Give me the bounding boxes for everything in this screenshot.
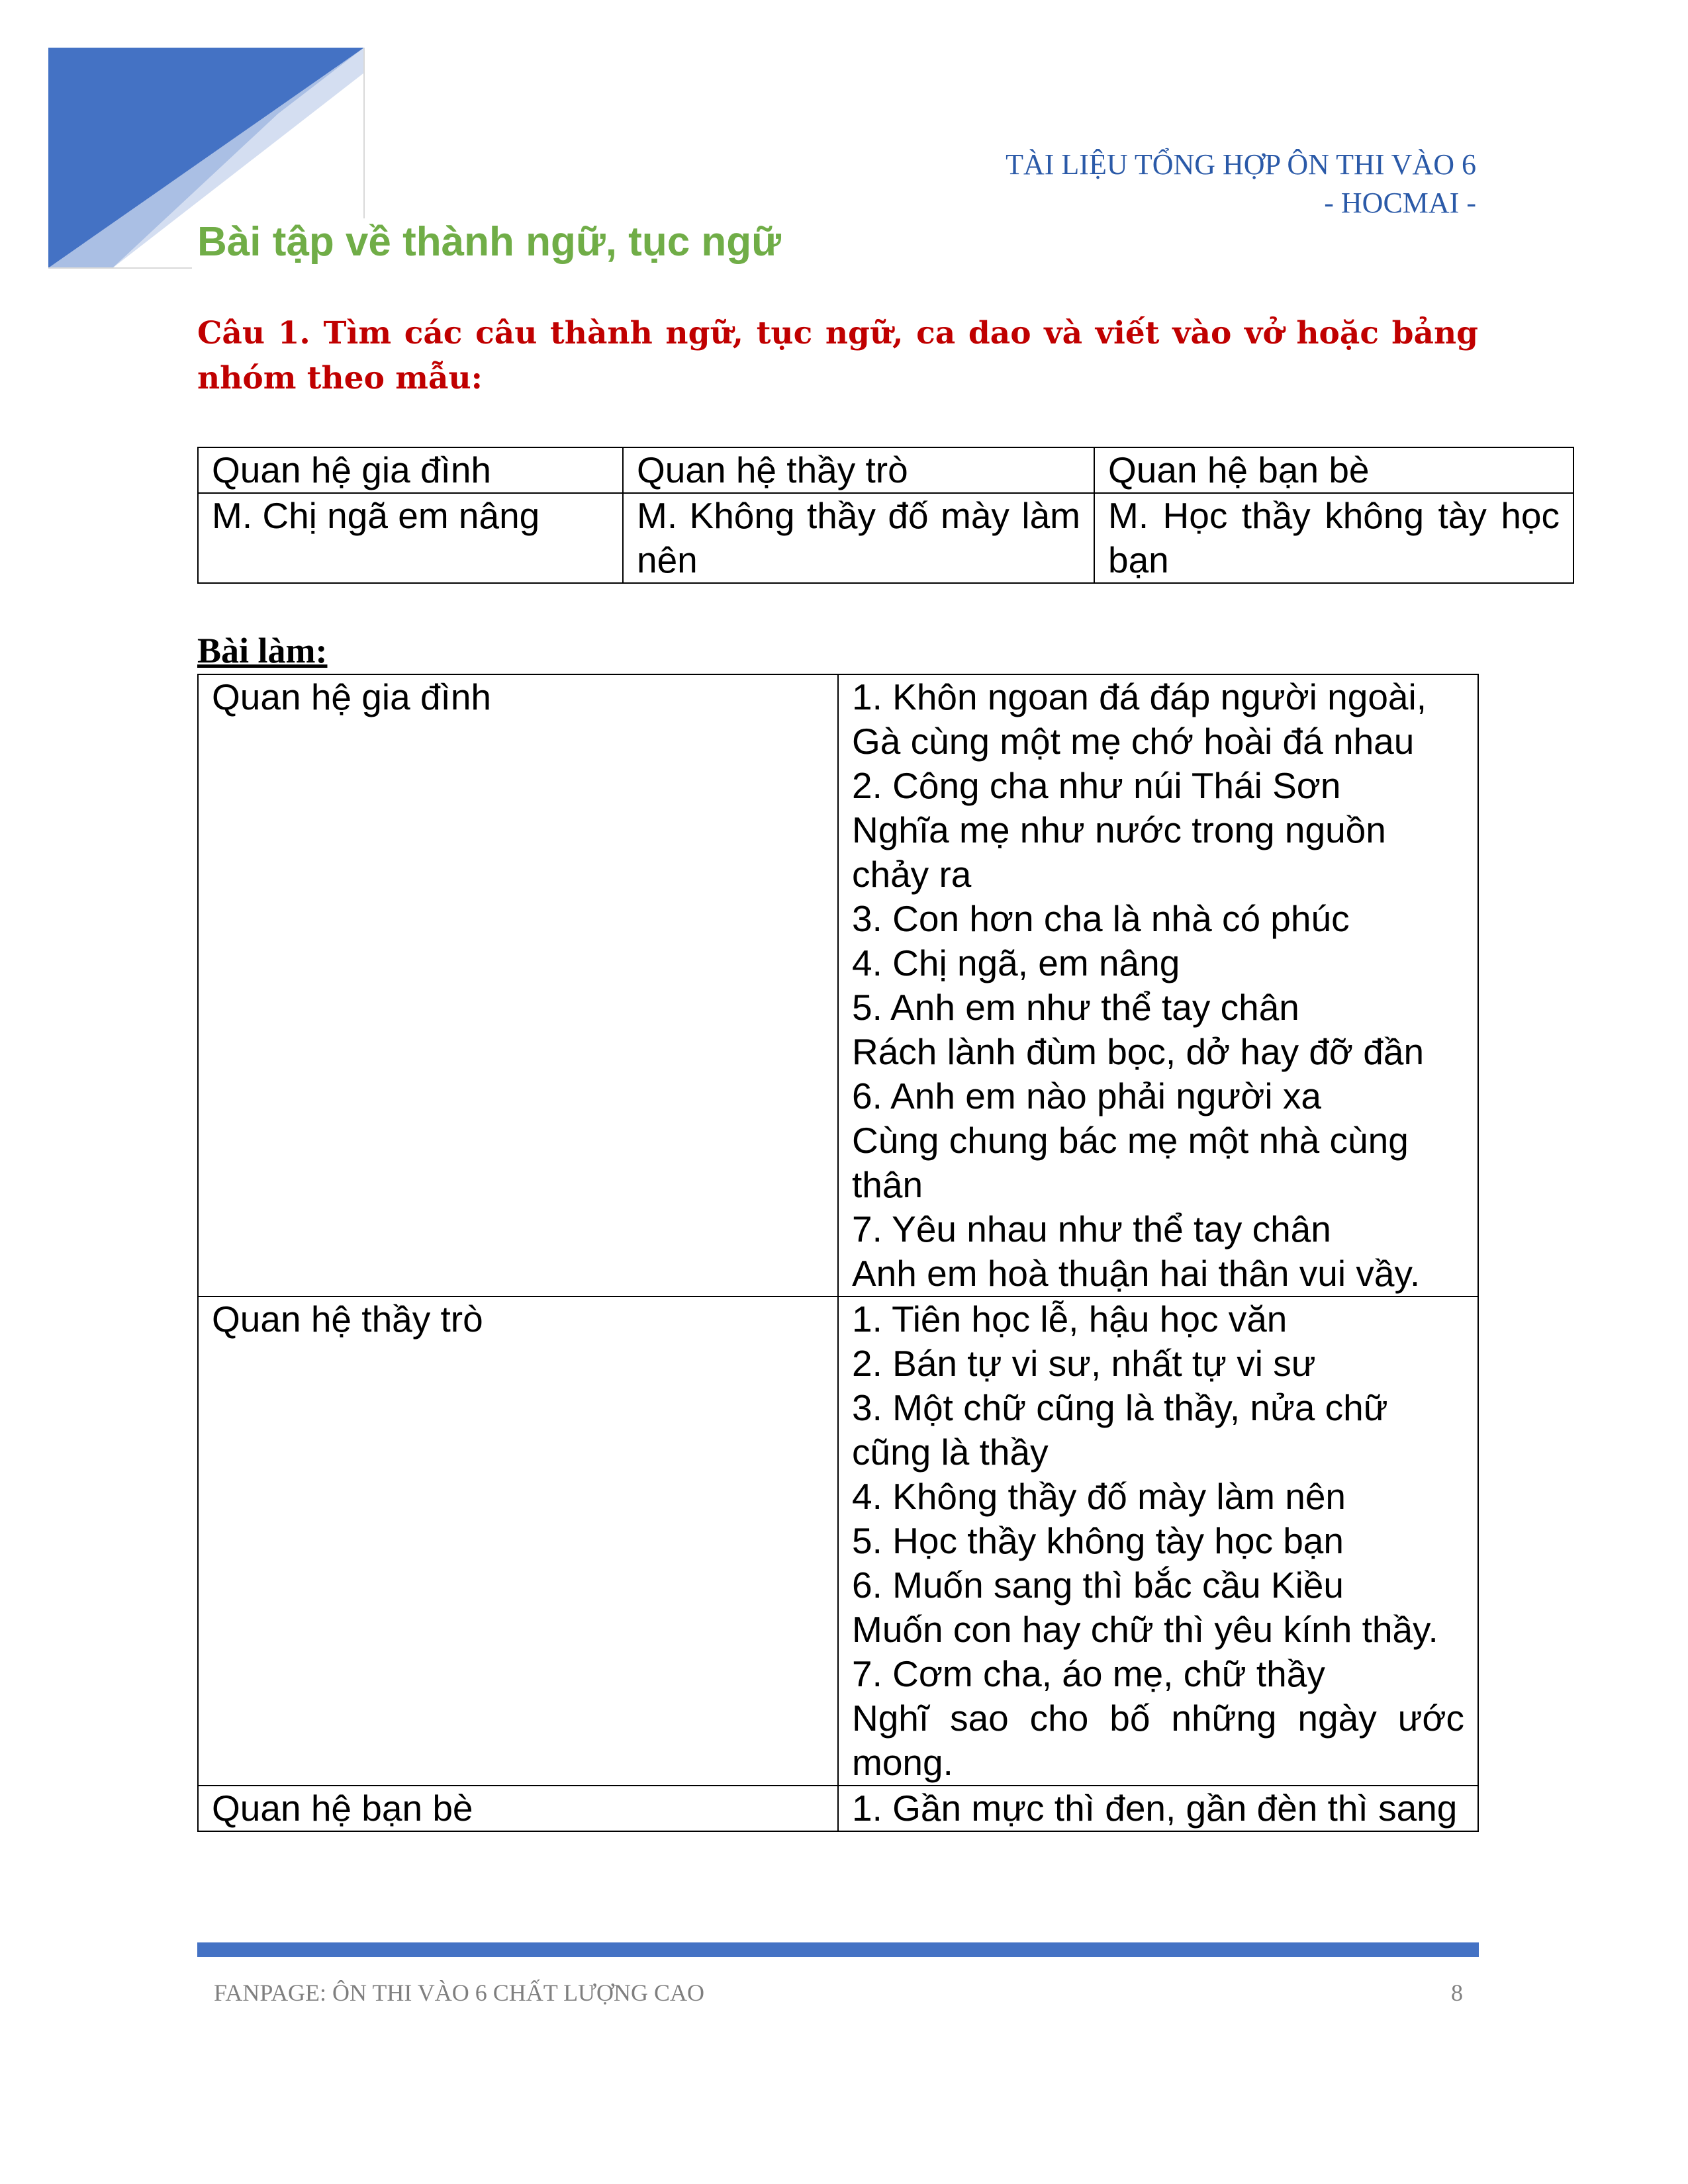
proverb-line: 7. Cơm cha, áo mẹ, chữ thầy	[852, 1653, 1325, 1694]
proverb-line: 2. Bán tự vi sư, nhất tự vi sư	[852, 1343, 1316, 1384]
proverb-line: Muốn con hay chữ thì yêu kính thầy.	[852, 1609, 1438, 1650]
proverb-line: 6. Muốn sang thì bắc cầu Kiều	[852, 1565, 1344, 1606]
sample-header-cell: Quan hệ thầy trò	[623, 447, 1094, 493]
proverb-line: 5. Học thầy không tày học bạn	[852, 1520, 1344, 1561]
answer-table	[197, 674, 1479, 1832]
sample-header-cell: Quan hệ bạn bè	[1094, 447, 1573, 493]
proverbs-cell	[838, 674, 1478, 1297]
proverb-line: 5. Anh em như thể tay chân	[852, 987, 1299, 1028]
category-cell: Quan hệ bạn bè	[198, 1786, 838, 1831]
sample-example-cell: M. Học thầy không tày học bạn	[1094, 493, 1573, 583]
sample-example-cell: M. Không thầy đố mày làm nên	[623, 493, 1094, 583]
proverb-line: 2. Công cha như núi Thái Sơn	[852, 765, 1341, 806]
proverb-line: 1. Tiên học lễ, hậu học văn	[852, 1298, 1288, 1340]
proverb-line: Cùng chung bác mẹ một nhà cùng thân	[852, 1120, 1409, 1205]
page-header	[1006, 146, 1476, 222]
sample-example-row	[198, 493, 1573, 583]
sample-table	[197, 447, 1574, 584]
header-line-1: TÀI LIỆU TỔNG HỢP ÔN THI VÀO 6	[1006, 148, 1476, 181]
answer-label: Bài làm:	[197, 631, 328, 670]
proverb-line: 1. Khôn ngoan đá đáp người ngoài,	[852, 676, 1427, 717]
proverb-line: Nghĩ sao cho bố những ngày ước mong.	[852, 1698, 1464, 1783]
category-cell: Quan hệ thầy trò	[198, 1297, 838, 1786]
proverb-line: 7. Yêu nhau như thể tay chân	[852, 1208, 1331, 1250]
header-line-2: - HOCMAI -	[1324, 187, 1476, 219]
question-text: Câu 1. Tìm các câu thành ngữ, tục ngữ, ca dao và viết vào vở hoặc bảng nhóm theo mẫu:	[197, 315, 1478, 396]
footer-bar	[197, 1942, 1479, 1957]
proverb-line: 4. Chị ngã, em nâng	[852, 942, 1180, 983]
sample-header-row	[198, 447, 1573, 493]
sample-header-cell: Quan hệ gia đình	[198, 447, 623, 493]
category-cell: Quan hệ gia đình	[198, 674, 838, 1297]
page-title: Bài tập về thành ngữ, tục ngữ	[197, 219, 782, 265]
proverb-line: Anh em hoà thuận hai thân vui vầy.	[852, 1253, 1421, 1294]
proverb-line: 3. Một chữ cũng là thầy, nửa chữ cũng là thầy	[852, 1387, 1388, 1473]
page-number: 8	[1451, 1979, 1463, 2006]
answer-row-teacher	[198, 1297, 1478, 1786]
proverb-line: 4. Không thầy đố mày làm nên	[852, 1476, 1346, 1517]
proverb-line: 6. Anh em nào phải người xa	[852, 1075, 1321, 1116]
proverb-line: Nghĩa mẹ như nước trong nguồn chảy ra	[852, 809, 1386, 895]
footer-text: FANPAGE: ÔN THI VÀO 6 CHẤT LƯỢNG CAO	[214, 1979, 704, 2006]
proverbs-cell	[838, 1297, 1478, 1786]
answer-row-family	[198, 674, 1478, 1297]
answer-row-friends	[198, 1786, 1478, 1831]
proverb-line: 1. Gần mực thì đen, gần đèn thì sang	[852, 1788, 1458, 1829]
proverbs-cell	[838, 1786, 1478, 1831]
sample-example-cell: M. Chị ngã em nâng	[198, 493, 623, 583]
proverb-line: Gà cùng một mẹ chớ hoài đá nhau	[852, 721, 1415, 762]
proverb-line: Rách lành đùm bọc, dở hay đỡ đần	[852, 1031, 1425, 1072]
proverb-line: 3. Con hơn cha là nhà có phúc	[852, 898, 1350, 939]
